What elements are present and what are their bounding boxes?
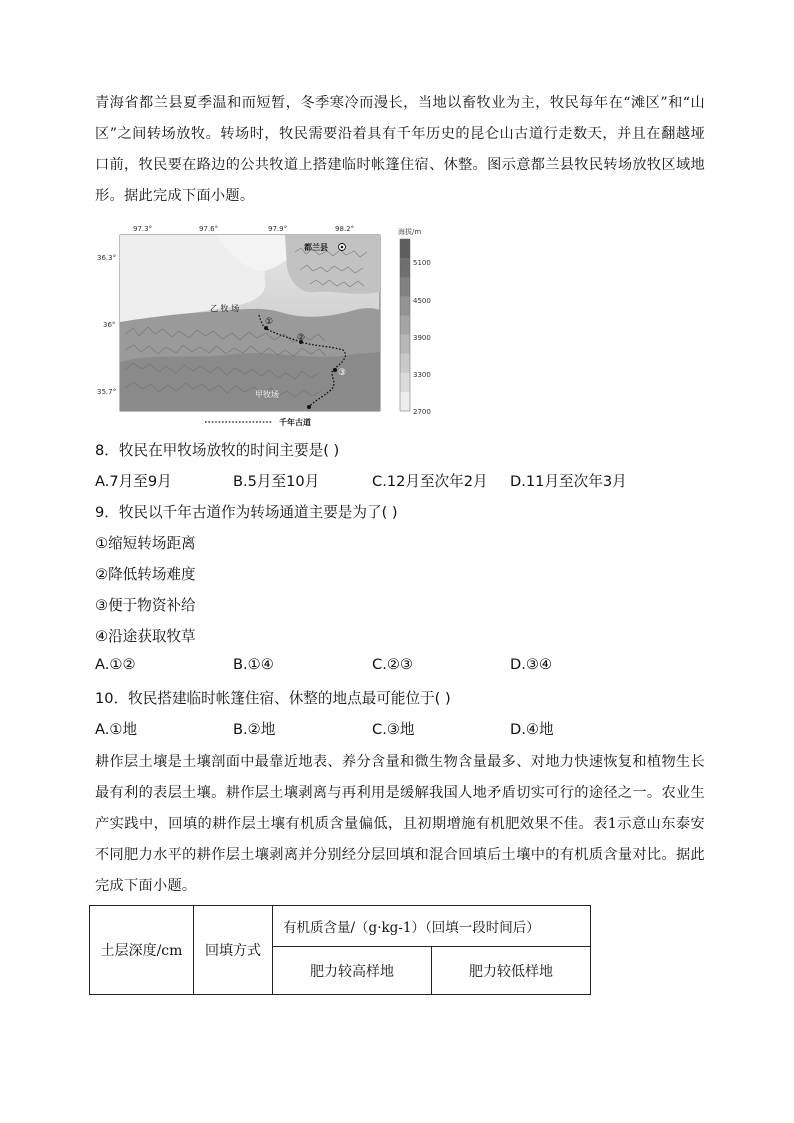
question-8-option-a[interactable]: A.7月至9月 [95,473,172,490]
lon-label: 97.9° [268,225,288,233]
point-3-dot [333,368,337,372]
question-8-stem: 8．牧民在甲牧场放牧的时间主要是( ) [95,442,340,459]
question-9-item: ④沿途获取牧草 [95,628,196,645]
legend-swatch [400,239,410,258]
elevation-legend-title: 海拔/m [398,228,422,236]
intro-paragraph-2: 耕作层土壤是土壤剖面中最靠近地表、养分含量和微生物含量最多、对地力快速恢复和植物生长最有利的表层土壤。耕作层土壤剥离与再利用是缓解我国人地矛盾切实可行的途径之一。农业生产实践中，回填的耕作层土壤有机质含量偏低，且初期增施有机肥效果不佳。表1示意山东泰安不同肥力水平的耕作层土壤剥离并分别经分层回填和混合回填后土壤中的有机质含量对比。据此完成下面小题。 [95,754,705,894]
question-9-option-d[interactable]: D.③④ [510,656,553,673]
elevation-legend-bar [400,239,410,411]
lon-label: 97.6° [199,225,219,233]
question-10-stem: 10．牧民搭建临时帐篷住宿、休整的地点最可能位于( ) [95,690,451,707]
lat-label: 36° [103,321,116,329]
question-9-item: ①缩短转场距离 [95,535,196,552]
question-9-option-b[interactable]: B.①④ [233,656,274,673]
header-organic-matter: 有机质含量/（g·kg-1）（回填一段时间后） [273,906,591,947]
legend-tick: 3300 [413,371,431,379]
terrain-map [120,235,380,411]
pasture-yi-label: 乙 牧 场 [210,304,240,313]
question-9-item: ②降低转场难度 [95,566,196,583]
question-9-option-c[interactable]: C.②③ [372,656,413,673]
point-3-label: ③ [338,368,347,378]
question-9-option-a[interactable]: A.①② [95,656,136,673]
legend-tick: 3900 [413,334,431,342]
lon-label: 98.2° [335,225,355,233]
legend-swatch [400,335,410,354]
header-depth: 土层深度/cm [90,906,194,995]
question-8-option-d[interactable]: D.11月至次年3月 [510,473,627,490]
legend-tick: 4500 [413,297,431,305]
legend-swatch [400,258,410,277]
point-4-dot [307,405,311,409]
intro-paragraph-1: 青海省都兰县夏季温和而短暂，冬季寒冷而漫长，当地以畜牧业为主，牧民每年在“滩区”和“山区”之间转场放牧。转场时，牧民需要沿着具有千年历史的昆仑山古道行走数天，并且在翻越垭口前，牧民要在路边的公共牧道上搭建临时帐篷住宿、休整。图示意都兰县牧民转场放牧区域地形。据此完成下面小题。 [95,95,705,204]
header-low-fertility: 肥力较低样地 [432,947,591,995]
question-8-option-b[interactable]: B.5月至10月 [233,473,320,490]
legend-tick: 2700 [413,408,431,416]
lon-label: 97.3° [133,225,153,233]
terrain-map-figure [95,222,455,432]
lat-label: 36.3° [97,254,117,262]
question-10-option-a[interactable]: A.①地 [95,721,138,738]
question-10-option-d[interactable]: D.④地 [510,721,554,738]
question-9-stem: 9．牧民以千年古道作为转场通道主要是为了( ) [95,504,398,521]
legend-swatch [400,296,410,315]
county-label: 都兰县 [304,243,328,252]
header-method: 回填方式 [194,906,273,995]
lat-label: 35.7° [97,388,117,396]
question-10-option-b[interactable]: B.②地 [233,721,276,738]
organic-matter-table [89,905,591,995]
question-8-option-c[interactable]: C.12月至次年2月 [372,473,488,490]
question-9-item: ③便于物资补给 [95,597,196,614]
legend-swatch [400,373,410,392]
legend-tick: 5100 [413,259,431,267]
legend-swatch [400,392,410,411]
legend-swatch [400,354,410,373]
question-10-option-c[interactable]: C.③地 [372,721,415,738]
legend-swatch [400,315,410,334]
point-2-label: ② [297,333,306,343]
point-1-label: ① [265,317,274,327]
header-high-fertility: 肥力较高样地 [273,947,432,995]
legend-swatch [400,277,410,296]
pasture-jia-label: 甲牧场 [255,390,279,399]
route-legend-label: 千年古道 [279,418,311,427]
